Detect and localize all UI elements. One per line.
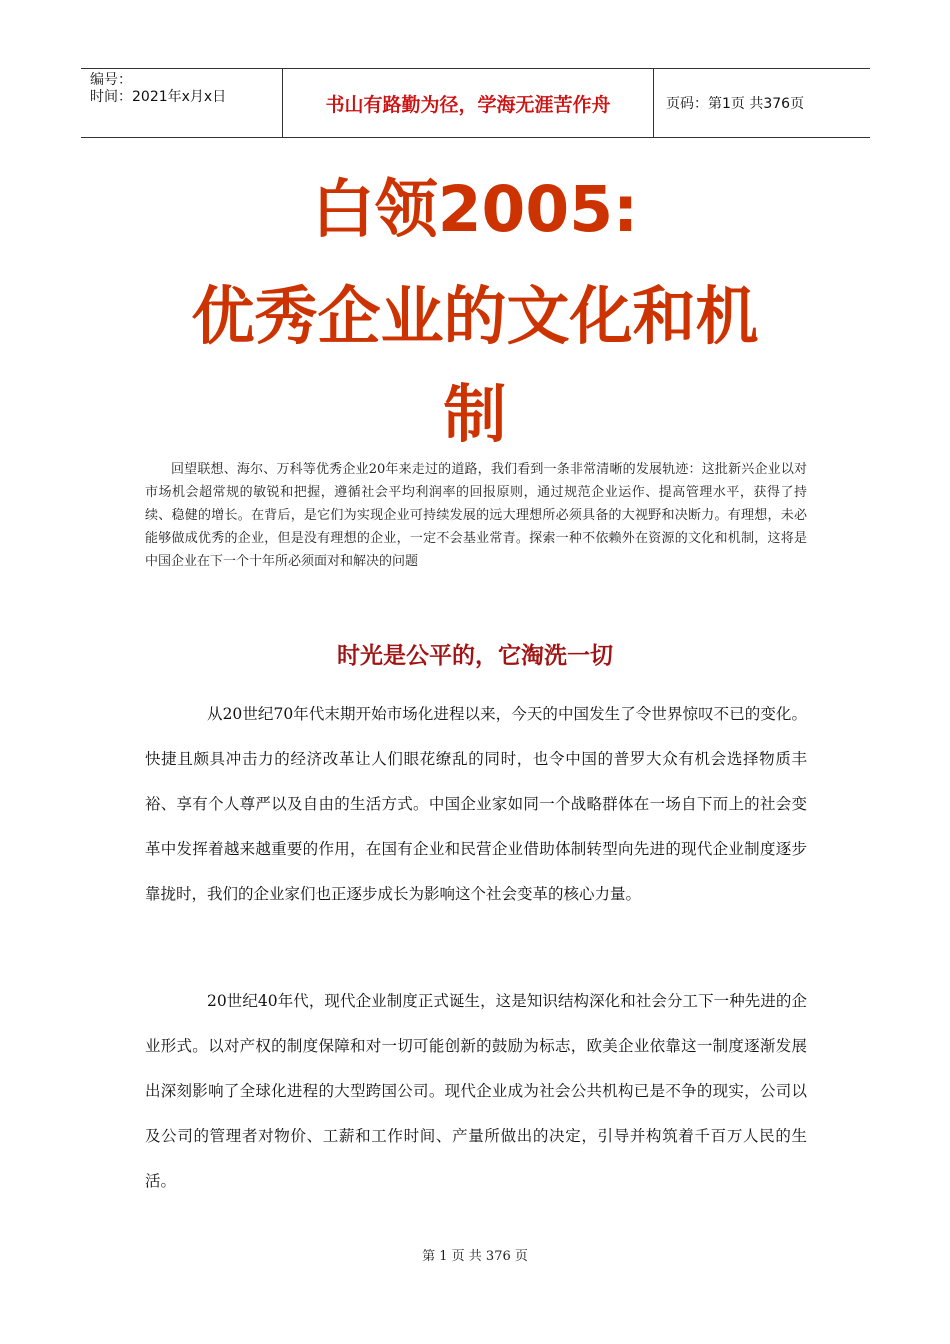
header-meta (81, 69, 282, 137)
page-header (81, 68, 870, 138)
header-motto: 书山有路勤为径，学海无涯苦作舟 (282, 69, 654, 137)
document-number-label: 编号： (90, 72, 132, 88)
section-heading: 时光是公平的，它淘洗一切 (337, 642, 613, 669)
body-paragraph-2: 20世纪40年代，现代企业制度正式诞生，这是知识结构深化和社会分工下一种先进的企业形式。以对产权的制度保障和对一切可能创新的鼓励为标志，欧美企业依靠这一制度逐渐发展出深刻影响了全球化进程的大型跨国公司。现代企业成为社会公共机构已是不争的现实，公司以及公司的管理者对物价、工薪和工作时间、产量所做出的决定，引导并构筑着千百万人民的生活。 (145, 992, 807, 1190)
page-footer: 第 1 页 共 376 页 (422, 1249, 528, 1264)
document-title-line-1: 白领2005: (311, 173, 639, 246)
header-page-info: 页码：第1页 共376页 (666, 96, 805, 112)
document-date: 时间：2021年x月x日 (90, 89, 227, 105)
document-title-line-2: 优秀企业的文化和机 (191, 280, 759, 353)
body-paragraph-1: 从20世纪70年代末期开始市场化进程以来，今天的中国发生了令世界惊叹不已的变化。快捷且颇具冲击力的经济改革让人们眼花缭乱的同时，也令中国的普罗大众有机会选择物质丰裕、享有个人尊严以及自由的生活方式。中国企业家如同一个战略群体在一场自下而上的社会变革中发挥着越来越重要的作用，在国有企业和民营企业借助体制转型向先进的现代企业制度逐步靠拢时，我们的企业家们也正逐步成长为影响这个社会变革的核心力量。 (145, 705, 807, 903)
document-title-line-3: 制 (443, 378, 507, 451)
abstract-paragraph: 回望联想、海尔、万科等优秀企业20年来走过的道路，我们看到一条非常清晰的发展轨迹：这批新兴企业以对市场机会超常规的敏锐和把握，遵循社会平均利润率的回报原则，通过规范企业运作、提高管理水平，获得了持续、稳健的增长。在背后，是它们为实现企业可持续发展的远大理想所必须具备的大视野和决断力。有理想，未必能够做成优秀的企业，但是没有理想的企业，一定不会基业常青。探索一种不依赖外在资源的文化和机制，这将是中国企业在下一个十年所必须面对和解决的问题 (145, 462, 807, 569)
